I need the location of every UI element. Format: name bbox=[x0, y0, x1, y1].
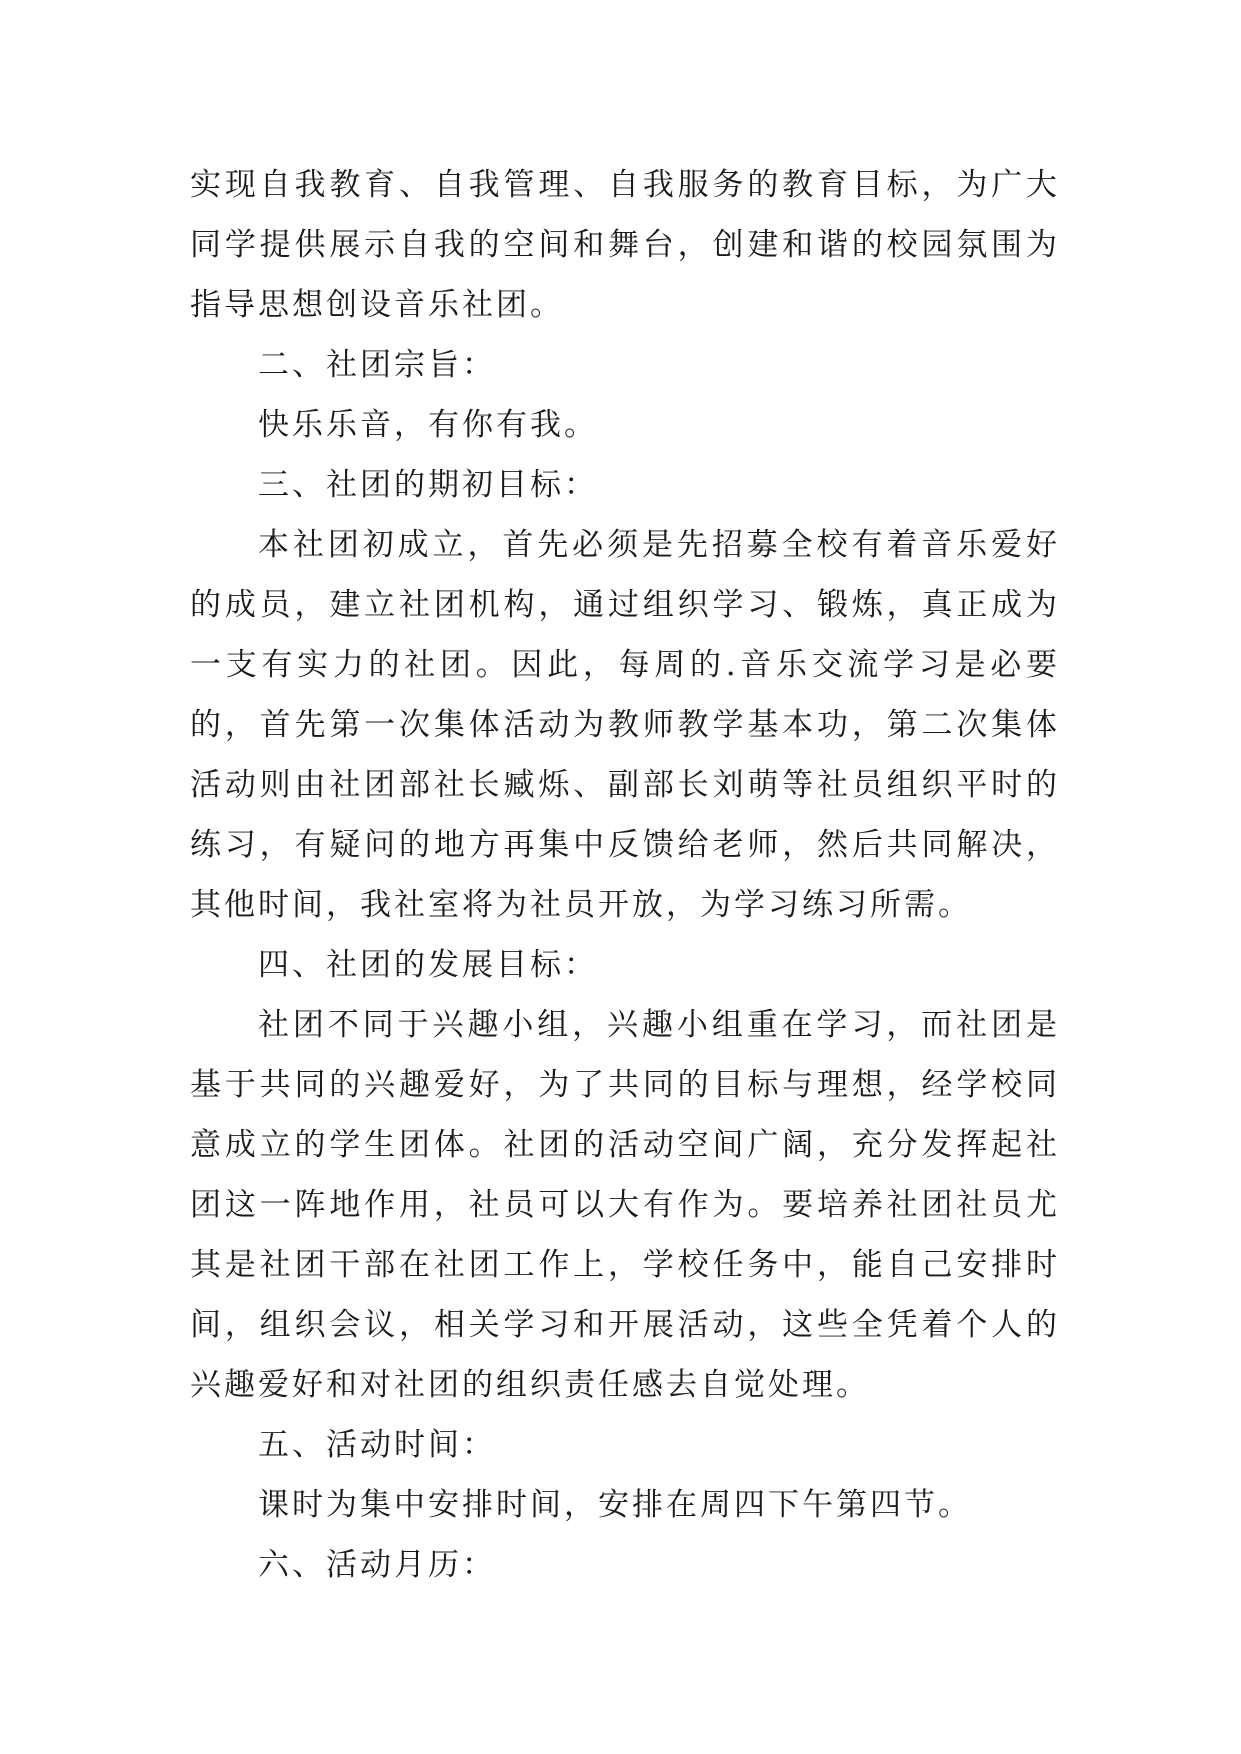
heading-development-goals: 四、社团的发展目标： bbox=[258, 947, 598, 983]
heading-activity-calendar: 六、活动月历： bbox=[258, 1547, 496, 1583]
document-body bbox=[190, 155, 1060, 1595]
heading-initial-goals: 三、社团的期初目标： bbox=[258, 467, 598, 503]
paragraph-intro-continuation: 实现自我教育、自我管理、自我服务的教育目标，为广大同学提供展示自我的空间和舞台，创建和谐的校园氛围为指导思想创设音乐社团。 bbox=[190, 167, 1060, 323]
paragraph-activity-time: 课时为集中安排时间，安排在周四下午第四节。 bbox=[258, 1487, 972, 1523]
paragraph-initial-goals: 本社团初成立，首先必须是先招募全校有着音乐爱好的成员，建立社团机构，通过组织学习、锻炼，真正成为一支有实力的社团。因此，每周的.音乐交流学习是必要的，首先第一次集体活动为教师教学基本功，第二次集体活动则由社团部社长臧烁、副部长刘萌等社员组织平时的练习，有疑问的地方再集中反馈给老师，然后共同解决，其他时间，我社室将为社员开放，为学习练习所需。 bbox=[190, 527, 1060, 923]
heading-club-purpose: 二、社团宗旨： bbox=[258, 347, 496, 383]
heading-activity-time: 五、活动时间： bbox=[258, 1427, 496, 1463]
paragraph-club-purpose: 快乐乐音，有你有我。 bbox=[258, 407, 598, 443]
paragraph-development-goals: 社团不同于兴趣小组，兴趣小组重在学习，而社团是基于共同的兴趣爱好，为了共同的目标与理想，经学校同意成立的学生团体。社团的活动空间广阔，充分发挥起社团这一阵地作用，社员可以大有作为。要培养社团社员尤其是社团干部在社团工作上，学校任务中，能自己安排时间，组织会议，相关学习和开展活动，这些全凭着个人的兴趣爱好和对社团的组织责任感去自觉处理。 bbox=[190, 1007, 1060, 1403]
